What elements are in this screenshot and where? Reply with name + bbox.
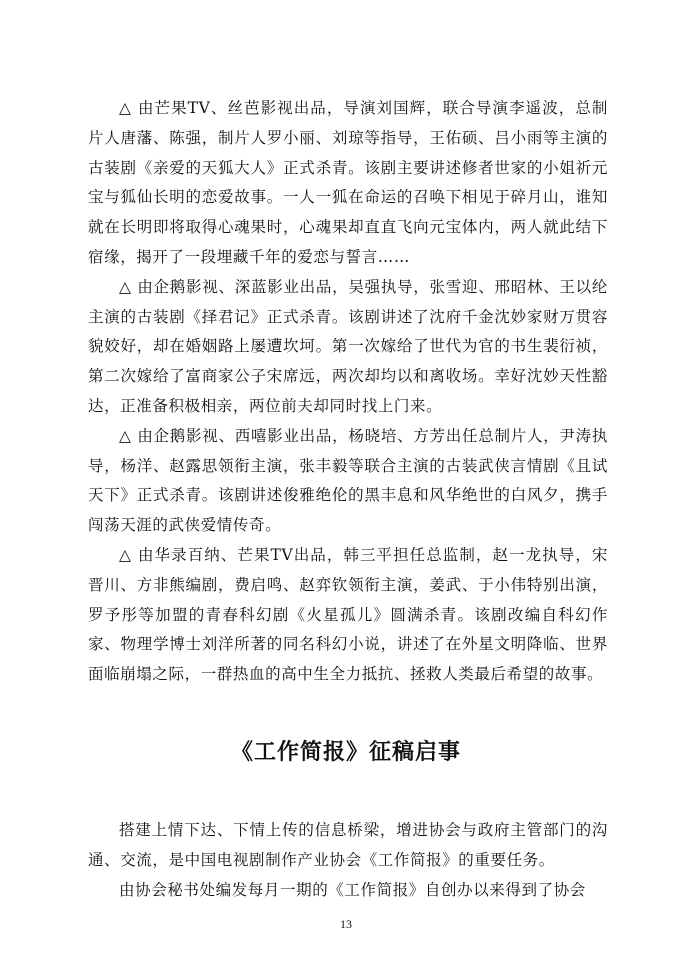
notice-section xyxy=(88,816,608,905)
news-item: △ 由芒果TV、丝芭影视出品，导演刘国辉，联合导演李遥波，总制片人唐藩、陈强，制片人罗小丽、刘琼等指导，王佑硕、吕小雨等主演的古装剧《亲爱的天狐大人》正式杀青。该剧主要讲述修者世家的小姐祈元宝与狐仙长明的恋爱故事。一人一狐在命运的召唤下相见于碎月山，谁知就在长明即将取得心魂果时，心魂果却直直飞向元宝体内，两人就此结下宿缘，揭开了一段埋藏千年的爱恋与誓言…… xyxy=(88,99,608,266)
news-item: △ 由企鹅影视、西嘻影业出品，杨晓培、方芳出任总制片人，尹涛执导，杨洋、赵露思领衔主演，张丰毅等联合主演的古装武侠言情剧《且试天下》正式杀青。该剧讲述俊雅绝伦的黑丰息和风华绝世的白风夕，携手闯荡天涯的武侠爱情传奇。 xyxy=(88,426,608,535)
news-section xyxy=(88,94,608,690)
section-heading: 《工作简报》征稿启事 xyxy=(230,740,461,765)
notice-paragraph: 搭建上情下达、下情上传的信息桥梁，增进协会与政府主管部门的沟通、交流，是中国电视剧制作产业协会《工作简报》的重要任务。 xyxy=(88,821,608,869)
news-item: △ 由华录百纳、芒果TV出品，韩三平担任总监制，赵一龙执导，宋晋川、方非熊编剧，费启鸣、赵弈钦领衔主演，姜武、于小伟特别出演，罗予彤等加盟的青春科幻剧《火星孤儿》圆满杀青。该剧改编自科幻作家、物理学博士刘洋所著的同名科幻小说，讲述了在外星文明降临、世界面临崩塌之际，一群热血的高中生全力抵抗、拯救人类最后希望的故事。 xyxy=(88,545,608,684)
notice-paragraph: 由协会秘书处编发每月一期的《工作简报》自创办以来得到了协会 xyxy=(119,880,586,899)
page-number: 13 xyxy=(340,917,352,931)
news-item: △ 由企鹅影视、深蓝影业出品，吴强执导，张雪迎、邢昭林、王以纶主演的古装剧《择君记》正式杀青。该剧讲述了沈府千金沈妙家财万贯容貌姣好，却在婚姻路上屡遭坎坷。第一次嫁给了世代为官的书生裴衍祯，第二次嫁给了富商家公子宋席远，两次却均以和离收场。幸好沈妙天性豁达，正准备积极相亲，两位前夫却同时找上门来。 xyxy=(88,277,608,415)
